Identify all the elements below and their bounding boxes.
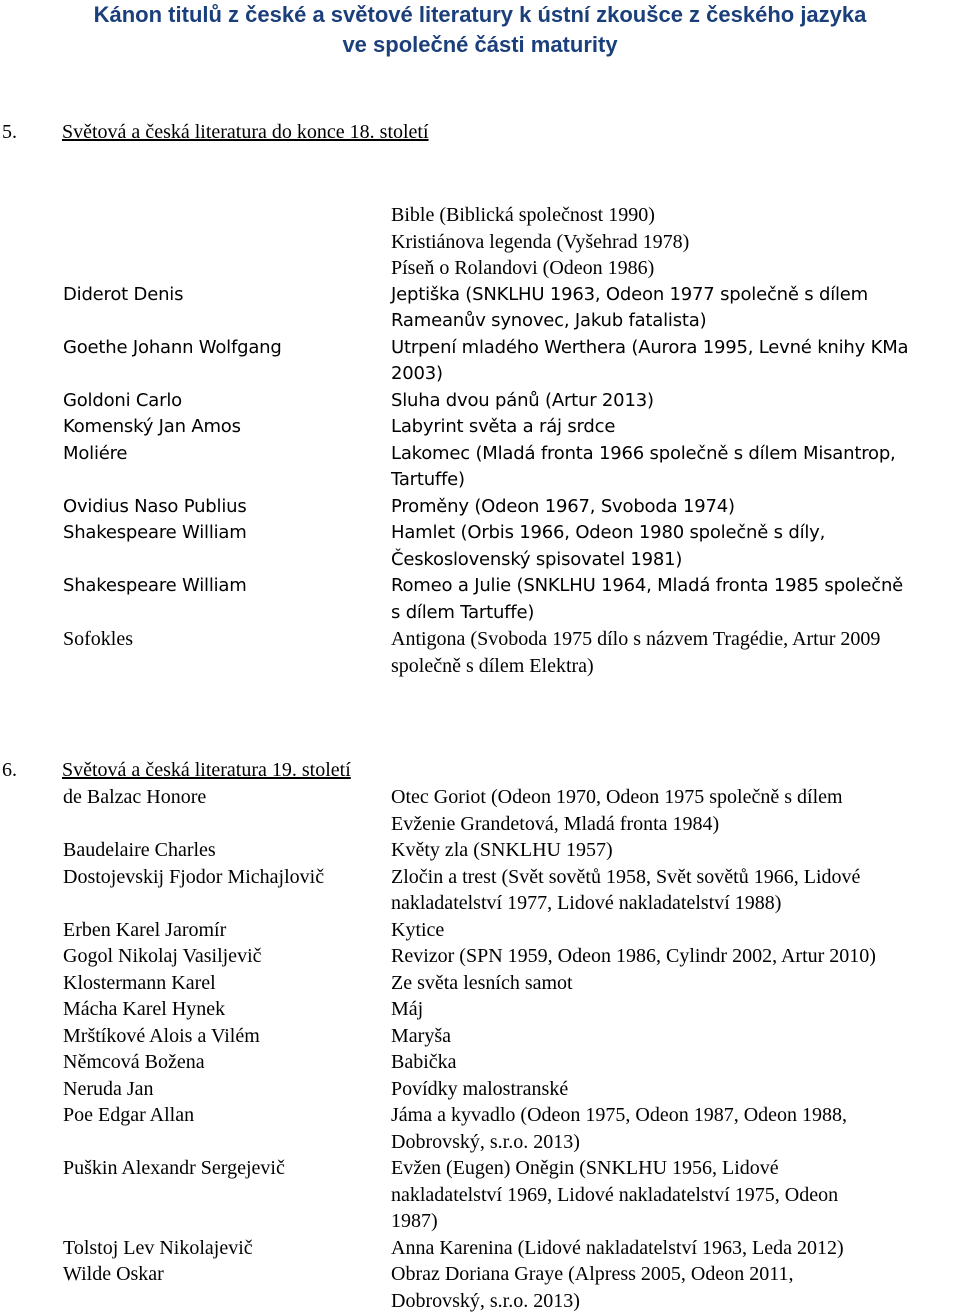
title-line-1: Kánon titulů z české a světové literatury k ústní zkoušce z českého jazyka: [93, 2, 867, 27]
work-title: [391, 573, 958, 626]
work-title: [391, 414, 958, 441]
work-line: Květy zla (SNKLHU 1957): [391, 839, 613, 861]
work-line: s dílem Tartuffe): [391, 601, 535, 623]
work-line: Babička: [391, 1051, 457, 1073]
list-item: [63, 1049, 958, 1076]
list-item: [63, 1102, 958, 1155]
work-title: [391, 917, 958, 944]
work-title: [391, 441, 958, 494]
author-name: Baudelaire Charles: [63, 839, 216, 861]
work-line: Hamlet (Orbis 1966, Odeon 1980 společně s díly,: [391, 522, 826, 543]
work-title: [391, 1155, 958, 1235]
work-title: [391, 1102, 958, 1155]
work-line: Dobrovský, s.r.o. 2013): [391, 1289, 580, 1312]
author-name: Ovidius Naso Publius: [63, 495, 247, 517]
list-item: [63, 1261, 958, 1314]
list-item: [63, 202, 958, 229]
author-name: Shakespeare William: [63, 522, 247, 543]
work-line: Bible (Biblická společnost 1990): [391, 204, 655, 226]
section-5-heading: [2, 119, 429, 146]
author-name: Erben Karel Jaromír: [63, 918, 227, 941]
author-name: Wilde Oskar: [63, 1263, 164, 1285]
list-item: [63, 1023, 958, 1050]
work-line: Máj: [391, 998, 424, 1020]
work-line: Píseň o Rolandovi (Odeon 1986): [391, 257, 655, 279]
work-line: Jeptiška (SNKLHU 1963, Odeon 1977 společně s dílem: [391, 283, 869, 305]
work-line: Antigona (Svoboda 1975 dílo s názvem Tragédie, Artur 2009: [391, 628, 881, 650]
work-line: Otec Goriot (Odeon 1970, Odeon 1975 společně s dílem: [391, 786, 843, 808]
author-name: Gogol Nikolaj Vasiljevič: [63, 945, 262, 967]
section-6-list: [63, 784, 958, 1314]
work-line: Revizor (SPN 1959, Odeon 1986, Cylindr 2002, Artur 2010): [391, 945, 876, 967]
list-item: [63, 414, 958, 441]
work-title: [391, 943, 958, 970]
work-title: [391, 970, 958, 997]
author-name: Moliére: [63, 442, 128, 464]
author-name: Dostojevskij Fjodor Michajlovič: [63, 865, 325, 888]
work-line: Sluha dvou pánů (Artur 2013): [391, 389, 654, 411]
list-item: [63, 282, 958, 335]
work-title: [391, 1049, 958, 1076]
title-line-2: ve společné části maturity: [342, 32, 618, 57]
work-line: Maryša: [391, 1024, 451, 1047]
work-title: [391, 864, 958, 917]
work-title: [391, 494, 958, 521]
work-line: Kristiánova legenda (Vyšehrad 1978): [391, 230, 690, 253]
list-item: [63, 1076, 958, 1103]
author-name: Sofokles: [63, 628, 133, 650]
work-line: nakladatelství 1969, Lidové nakladatelství 1975, Odeon: [391, 1183, 839, 1206]
work-title: [391, 626, 958, 679]
work-line: Dobrovský, s.r.o. 2013): [391, 1130, 580, 1153]
work-line: Jáma a kyvadlo (Odeon 1975, Odeon 1987, Odeon 1988,: [391, 1104, 848, 1126]
author-name: Klostermann Karel: [63, 971, 216, 994]
work-line: Labyrint světa a ráj srdce: [391, 416, 616, 437]
list-item: [63, 996, 958, 1023]
list-item: [63, 1155, 958, 1235]
work-line: Evžen (Eugen) Oněgin (SNKLHU 1956, Lidové: [391, 1157, 779, 1179]
work-title: [391, 335, 958, 388]
section-title: Světová a česká literatura do konce 18. století: [62, 121, 429, 143]
work-title: [391, 996, 958, 1023]
author-name: Neruda Jan: [63, 1077, 154, 1100]
work-title: [391, 1261, 958, 1314]
author-name: Poe Edgar Allan: [63, 1104, 195, 1126]
work-line: Utrpení mladého Werthera (Aurora 1995, Levné knihy KMa: [391, 336, 909, 358]
section-title: Světová a česká literatura 19. století: [62, 759, 351, 781]
work-title: [391, 520, 958, 573]
work-line: Ze světa lesních samot: [391, 971, 573, 994]
list-item: [63, 335, 958, 388]
list-item: [63, 917, 958, 944]
work-line: Romeo a Julie (SNKLHU 1964, Mladá fronta 1985 společně: [391, 575, 904, 596]
work-line: Kytice: [391, 918, 445, 941]
author-name: de Balzac Honore: [63, 786, 207, 808]
author-name: Komenský Jan Amos: [63, 416, 241, 437]
list-item: [63, 626, 958, 679]
author-name: Goethe Johann Wolfgang: [63, 336, 282, 358]
list-item: [63, 970, 958, 997]
section-5-list: [63, 202, 958, 679]
list-item: [63, 784, 958, 837]
work-title: [391, 282, 958, 335]
work-line: 2003): [391, 363, 443, 384]
work-line: Obraz Doriana Graye (Alpress 2005, Odeon 2011,: [391, 1263, 794, 1285]
work-title: [391, 202, 958, 229]
author-name: Shakespeare William: [63, 575, 247, 596]
work-title: [391, 837, 958, 864]
work-line: Československý spisovatel 1981): [391, 548, 683, 570]
author-name: Puškin Alexandr Sergejevič: [63, 1157, 285, 1179]
work-title: [391, 1076, 958, 1103]
list-item: [63, 520, 958, 573]
section-number: 5.: [2, 121, 17, 143]
work-line: Evženie Grandetová, Mladá fronta 1984): [391, 812, 720, 835]
work-title: [391, 229, 958, 256]
list-item: [63, 864, 958, 917]
author-name: Němcová Božena: [63, 1051, 205, 1073]
work-line: nakladatelství 1977, Lidové nakladatelství 1988): [391, 892, 782, 914]
author-name: Tolstoj Lev Nikolajevič: [63, 1236, 253, 1259]
list-item: [63, 1235, 958, 1262]
list-item: [63, 573, 958, 626]
work-line: Lakomec (Mladá fronta 1966 společně s dílem Misantrop,: [391, 442, 896, 464]
list-item: [63, 255, 958, 282]
work-title: [391, 784, 958, 837]
list-item: [63, 388, 958, 415]
section-number: 6.: [2, 759, 17, 781]
work-title: [391, 1023, 958, 1050]
work-line: 1987): [391, 1210, 438, 1232]
author-name: Diderot Denis: [63, 283, 184, 305]
work-title: [391, 255, 958, 282]
work-line: Zločin a trest (Svět sovětů 1958, Svět sovětů 1966, Lidové: [391, 865, 861, 888]
work-line: společně s dílem Elektra): [391, 654, 594, 677]
work-title: [391, 388, 958, 415]
work-line: Povídky malostranské: [391, 1077, 569, 1100]
author-name: Mrštíkové Alois a Vilém: [63, 1024, 260, 1047]
list-item: [63, 229, 958, 256]
author-name: Mácha Karel Hynek: [63, 998, 226, 1020]
work-line: Tartuffe): [391, 469, 465, 490]
work-line: Proměny (Odeon 1967, Svoboda 1974): [391, 495, 735, 517]
list-item: [63, 494, 958, 521]
list-item: [63, 943, 958, 970]
list-item: [63, 837, 958, 864]
section-6-heading: [2, 757, 351, 784]
work-line: Anna Karenina (Lidové nakladatelství 1963, Leda 2012): [391, 1236, 844, 1259]
document-title: [0, 0, 960, 60]
work-title: [391, 1235, 958, 1262]
work-line: Rameanův synovec, Jakub fatalista): [391, 310, 707, 331]
author-name: Goldoni Carlo: [63, 389, 182, 411]
list-item: [63, 441, 958, 494]
